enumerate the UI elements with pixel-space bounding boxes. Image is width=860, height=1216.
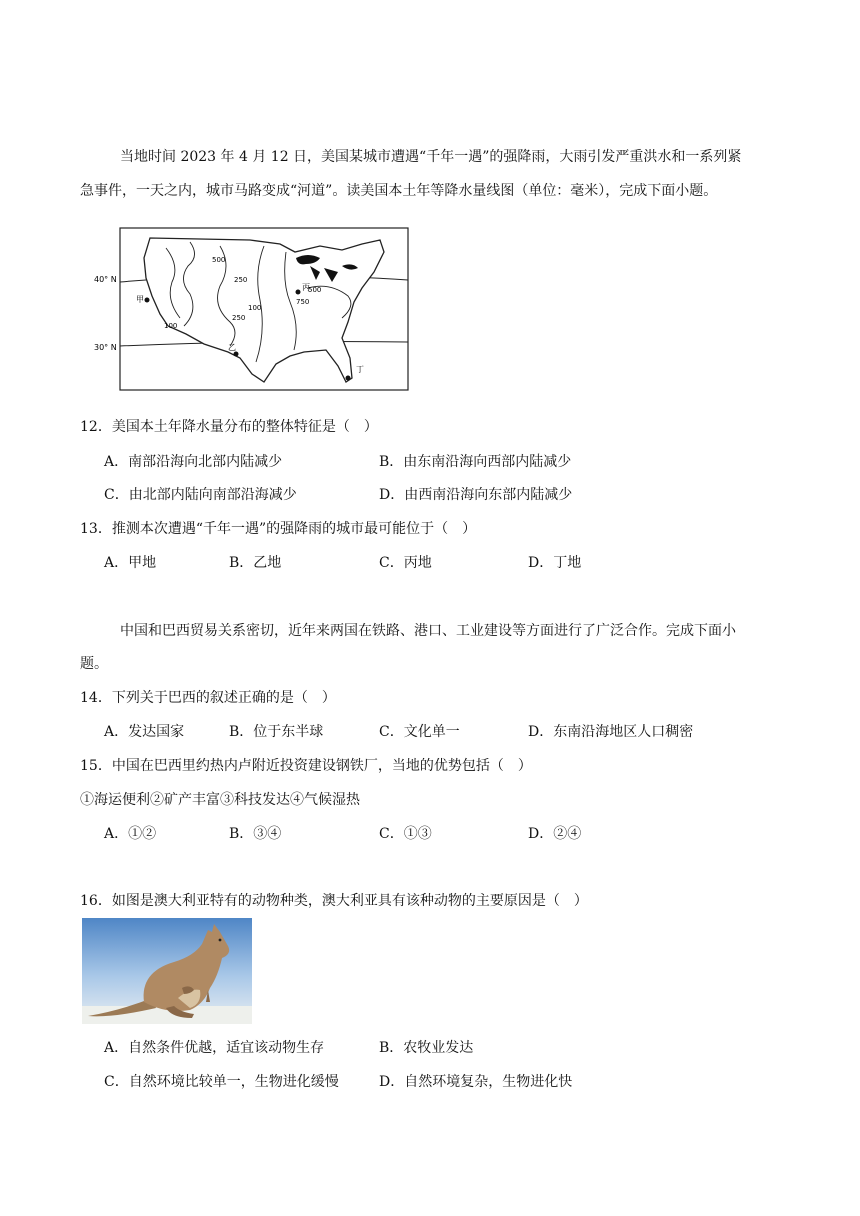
option-letter: C． — [104, 487, 129, 503]
question-13 — [80, 518, 476, 538]
intro-paragraph-2-line-1: 中国和巴西贸易关系密切，近年来两国在铁路、港口、工业建设等方面进行了广泛合作。完成下面小 — [120, 623, 736, 639]
option-letter: B． — [379, 454, 404, 470]
option-text: ①③ — [403, 826, 432, 842]
option-letter: C． — [379, 555, 404, 571]
place-label-bing: 丙 — [302, 283, 310, 292]
question-stem: 推测本次遭遇“千年一遇”的强降雨的城市最可能位于（ ） — [111, 521, 477, 537]
option-letter: A． — [104, 826, 129, 842]
option-b[interactable] — [379, 1037, 473, 1057]
option-b[interactable] — [229, 552, 281, 572]
option-letter: C． — [379, 826, 404, 842]
option-letter: D． — [379, 487, 405, 503]
question-14 — [80, 687, 336, 707]
question-number: 15． — [80, 758, 112, 774]
option-text: 位于东半球 — [253, 724, 324, 740]
option-c[interactable] — [379, 823, 432, 843]
option-a[interactable] — [104, 451, 282, 471]
option-text: 丙地 — [403, 555, 432, 571]
option-letter: B． — [229, 724, 254, 740]
isoline-label: 100 — [248, 304, 262, 312]
option-letter: B． — [229, 555, 254, 571]
option-text: 农牧业发达 — [403, 1040, 474, 1056]
place-label-yi: 乙 — [228, 343, 236, 352]
question-16 — [80, 890, 588, 910]
option-a[interactable] — [104, 552, 156, 572]
option-letter: C． — [104, 1074, 129, 1090]
option-text: 自然条件优越，适宜该动物生存 — [128, 1040, 325, 1056]
option-letter: D． — [379, 1074, 405, 1090]
option-text: 丁地 — [553, 555, 582, 571]
option-text: ②④ — [553, 826, 582, 842]
option-letter: D． — [528, 724, 554, 740]
question-stem: 下列关于巴西的叙述正确的是（ ） — [111, 690, 336, 706]
option-d[interactable] — [379, 484, 572, 504]
kangaroo-image — [82, 918, 252, 1024]
place-label-ding: 丁 — [356, 365, 364, 374]
option-d[interactable] — [528, 823, 581, 843]
option-text: 乙地 — [253, 555, 282, 571]
place-dot-ding — [346, 376, 351, 381]
option-c[interactable] — [104, 1071, 339, 1091]
option-d[interactable] — [379, 1071, 572, 1091]
option-text: 由北部内陆向南部沿海减少 — [128, 487, 297, 503]
question-12 — [80, 416, 378, 436]
option-letter: A． — [104, 1040, 129, 1056]
option-letter: B． — [379, 1040, 404, 1056]
option-d[interactable] — [528, 552, 581, 572]
option-letter: B． — [229, 826, 254, 842]
option-a[interactable] — [104, 1037, 324, 1057]
question-15 — [80, 755, 532, 775]
option-a[interactable] — [104, 721, 184, 741]
option-letter: A． — [104, 454, 129, 470]
option-text: 文化单一 — [403, 724, 460, 740]
option-letter: D． — [528, 555, 554, 571]
option-text: ③④ — [253, 826, 282, 842]
intro-paragraph-1-line-1: 当地时间 2023 年 4 月 12 日，美国某城市遭遇“千年一遇”的强降雨，大雨引发严重洪水和一系列紧 — [120, 149, 742, 165]
place-dot-bing — [296, 290, 301, 295]
option-text: 甲地 — [128, 555, 157, 571]
question-number: 16． — [80, 893, 112, 909]
option-letter: A． — [104, 555, 129, 571]
place-label-jia: 甲 — [136, 295, 144, 304]
isoline-label: 500 — [212, 256, 226, 264]
option-text: 发达国家 — [128, 724, 185, 740]
option-text: ①② — [128, 826, 157, 842]
isoline-label: 750 — [296, 298, 310, 306]
question-stem: 如图是澳大利亚特有的动物种类，澳大利亚具有该种动物的主要原因是（ ） — [111, 893, 588, 909]
option-text: 自然环境复杂，生物进化快 — [404, 1074, 573, 1090]
question-number: 14． — [80, 690, 112, 706]
option-letter: C． — [379, 724, 404, 740]
intro-paragraph-1-line-2: 急事件，一天之内，城市马路变成“河道”。读美国本土年等降水量线图（单位：毫米），完成下面小题。 — [80, 183, 718, 199]
question-number: 12． — [80, 419, 112, 435]
option-text: 南部沿海向北部内陆减少 — [128, 454, 283, 470]
option-b[interactable] — [229, 721, 323, 741]
us-precipitation-map — [80, 222, 410, 392]
option-a[interactable] — [104, 823, 156, 843]
option-text: 由东南沿海向西部内陆减少 — [403, 454, 572, 470]
option-letter: D． — [528, 826, 554, 842]
place-dot-jia — [145, 298, 150, 303]
option-text: 东南沿海地区人口稠密 — [553, 724, 694, 740]
option-b[interactable] — [379, 451, 571, 471]
place-dot-yi — [234, 352, 239, 357]
option-c[interactable] — [104, 484, 297, 504]
option-text: 自然环境比较单一，生物进化缓慢 — [128, 1074, 339, 1090]
option-c[interactable] — [379, 721, 460, 741]
lat-label-30: 30° N — [94, 343, 117, 352]
lat-label-40: 40° N — [94, 275, 117, 284]
isoline-label: 500 — [308, 286, 322, 294]
intro-paragraph-2-line-2: 题。 — [80, 656, 108, 672]
option-d[interactable] — [528, 721, 693, 741]
question-number: 13． — [80, 521, 112, 537]
question-15-statements: ①海运便利②矿产丰富③科技发达④气候湿热 — [80, 792, 360, 808]
isoline-label: 100 — [164, 322, 178, 330]
question-stem: 中国在巴西里约热内卢附近投资建设钢铁厂，当地的优势包括（ ） — [111, 758, 532, 774]
question-stem: 美国本土年降水量分布的整体特征是（ ） — [111, 419, 378, 435]
option-text: 由西南沿海向东部内陆减少 — [404, 487, 573, 503]
option-c[interactable] — [379, 552, 432, 572]
option-letter: A． — [104, 724, 129, 740]
isoline-label: 250 — [232, 314, 246, 322]
option-b[interactable] — [229, 823, 281, 843]
isoline-label: 250 — [234, 276, 248, 284]
